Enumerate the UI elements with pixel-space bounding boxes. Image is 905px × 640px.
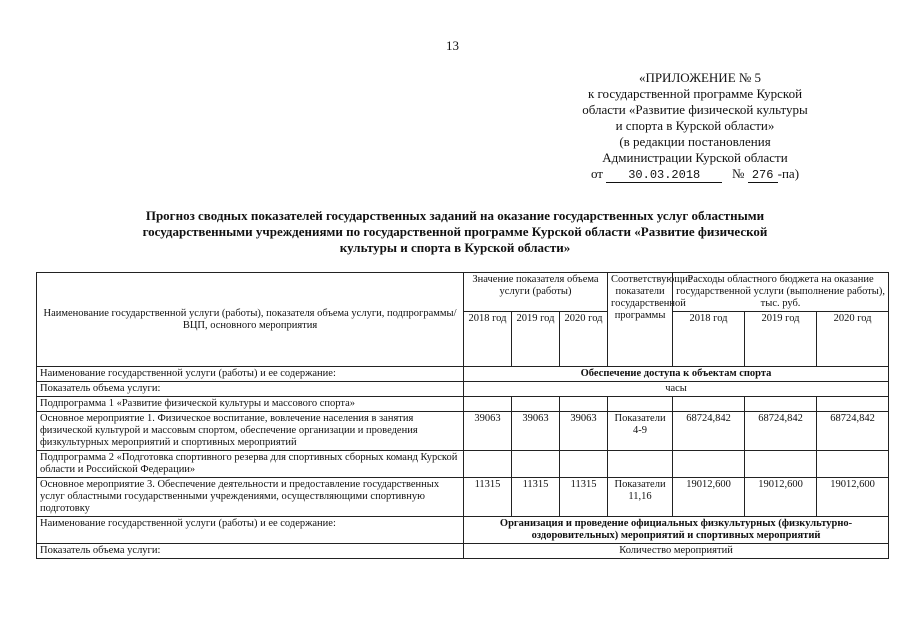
header-year-2018: 2018 год [464,312,512,367]
row-name: Наименование государственной услуги (работы) и ее содержание: [37,367,464,382]
title-line: Прогноз сводных показателей государственных заданий на оказание государственных услуг областными [145,208,765,223]
number-suffix: -па) [777,166,800,181]
indicators-table [36,272,889,559]
appendix-block [545,70,845,183]
appendix-line: (в редакции постановления [619,134,771,149]
table-row [37,451,889,478]
appendix-line: области «Развитие физической культуры [582,102,808,117]
title-line: государственными учреждениями по государственной программе Курской области «Развитие физической [142,224,768,239]
table-row [37,544,889,559]
service-content: Организация и проведение официальных физкультурных (физкультурно-оздоровительных) мероприятий и спортивных мероприятий [464,517,889,544]
header-expense-2018: 2018 год [673,312,745,367]
header-year-2020: 2020 год [560,312,608,367]
expense-2020: 19012,600 [817,478,889,517]
header-expense-2019: 2019 год [745,312,817,367]
decree-date: 30.03.2018 [606,169,722,183]
title-line: культуры и спорта в Курской области» [339,240,571,255]
decree-number: 276 [748,169,778,183]
indicators-ref: Показатели 4-9 [608,412,673,451]
number-prefix: № [731,166,745,181]
table-row [37,397,889,412]
indicators-ref: Показатели 11,16 [608,478,673,517]
row-name: Показатель объема услуги: [37,544,464,559]
appendix-line: к государственной программе Курской [587,86,803,101]
volume-indicator: Количество мероприятий [464,544,889,559]
row-name: Наименование государственной услуги (работы) и ее содержание: [37,517,464,544]
value-2018: 39063 [464,412,512,451]
header-value-group: Значение показателя объема услуги (работы) [464,273,608,312]
header-year-2019: 2019 год [512,312,560,367]
appendix-line: и спорта в Курской области» [615,118,775,133]
expense-2020: 68724,842 [817,412,889,451]
volume-indicator: часы [464,382,889,397]
table-row [37,412,889,451]
date-prefix: от [590,166,603,181]
expense-2019: 68724,842 [745,412,817,451]
table-row [37,478,889,517]
header-expense-group: Расходы областного бюджета на оказание государственной услуги (выполнение работы), тыс. руб. [673,273,889,312]
value-2020: 39063 [560,412,608,451]
table-row [37,382,889,397]
row-name: Подпрограмма 2 «Подготовка спортивного резерва для спортивных сборных команд Курской области и Российской Федерации» [37,451,464,478]
service-content: Обеспечение доступа к объектам спорта [464,367,889,382]
table-row [37,367,889,382]
expense-2018: 19012,600 [673,478,745,517]
document-title [45,208,865,256]
value-2019: 39063 [512,412,560,451]
row-name: Подпрограмма 1 «Развитие физической культуры и массового спорта» [37,397,464,412]
appendix-date-line [545,166,845,183]
table-row [37,517,889,544]
row-name: Показатель объема услуги: [37,382,464,397]
page-number: 13 [446,38,459,53]
header-indicators: Соответствующие показатели государственной программы [608,273,673,367]
value-2019: 11315 [512,478,560,517]
header-expense-2020: 2020 год [817,312,889,367]
header-name: Наименование государственной услуги (работы), показателя объема услуги, подпрограммы/ВЦП, основного мероприятия [37,273,464,367]
row-name: Основное мероприятие 3. Обеспечение деятельности и предоставление государственных услуг областными государственными учреждениями, осуществляющими спортивную подготовку [37,478,464,517]
expense-2018: 68724,842 [673,412,745,451]
appendix-line: Администрации Курской области [602,150,788,165]
expense-2019: 19012,600 [745,478,817,517]
appendix-line: «ПРИЛОЖЕНИЕ № 5 [638,70,762,85]
value-2018: 11315 [464,478,512,517]
value-2020: 11315 [560,478,608,517]
row-name: Основное мероприятие 1. Физическое воспитание, вовлечение населения в занятия физической культурой и массовым спортом, обеспечение организации и проведения физкультурных мероприятий и спортивных мероприятий [37,412,464,451]
